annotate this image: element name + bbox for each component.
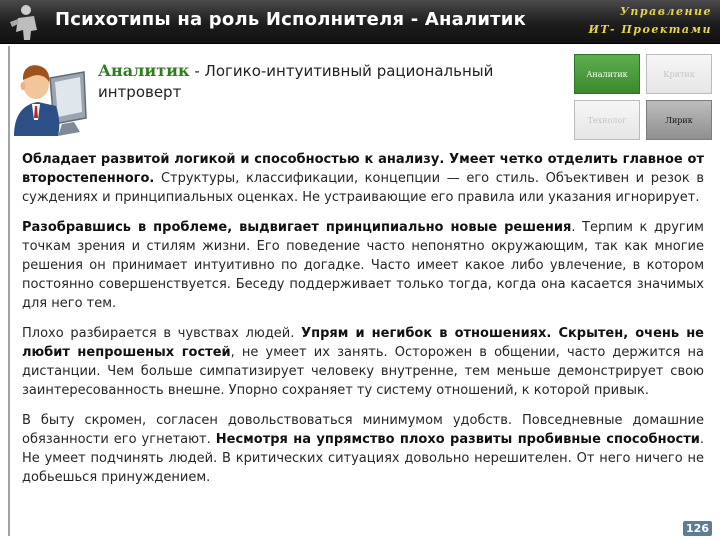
psychotype-button-critic[interactable]: Критик — [646, 54, 712, 94]
psychotype-button-lyricist[interactable]: Лирик — [646, 100, 712, 140]
role-description: - Логико-интуитивный рациональный интроверт — [98, 62, 494, 101]
text-run: В быту скромен, согласен довольствоваться минимумом удобств. Повседневные домашние обязанности его угнетают. — [22, 413, 704, 447]
text-bold: Обладает развитой логикой и способностью к анализу. Умеет четко отделить главное от второстепенного. — [22, 152, 704, 186]
brand-line-2: ИТ- Проектами — [588, 23, 712, 36]
psychotype-selector — [574, 54, 714, 140]
person-silhouette-icon — [4, 2, 44, 42]
brand-logo — [588, 3, 712, 39]
text-run: Структуры, классификации, концепции — его стиль. Объективен и резок в суждениях и принципиальных оценках. Не устраивающие его правила или указания игнорирует. — [22, 171, 704, 205]
role-intro — [98, 60, 498, 103]
brand-line-1: Управление — [619, 5, 712, 18]
text-run: . Не умеет подчинять людей. В критических ситуациях довольно нерешителен. От него ничего не добьешься принуждением. — [22, 432, 704, 485]
text-bold: Упрям и негибок в отношениях. Скрытен, очень не любит непрошеных гостей — [22, 326, 704, 360]
paragraph-3 — [22, 324, 704, 400]
paragraph-1 — [22, 150, 704, 207]
analyst-avatar-icon — [10, 48, 92, 140]
page-number: 126 — [683, 521, 712, 536]
paragraph-4 — [22, 411, 704, 487]
psychotype-button-analyst[interactable]: Аналитик — [574, 54, 640, 94]
description-text — [22, 150, 704, 498]
text-bold: Разобравшись в проблеме, выдвигает принципиально новые решения — [22, 220, 572, 235]
role-name: Аналитик — [98, 61, 190, 80]
text-run: Плохо разбирается в чувствах людей. — [22, 326, 302, 341]
text-run: , не умеет их занять. Осторожен в общении, часто держится на дистанции. Чем больше симпатизирует человеку внутренне, тем меньше демонстрирует свою заинтересованность внешне. Упорно сохраняет ту систему отношений, к которой привык. — [22, 345, 704, 398]
text-run: . Терпим к другим точкам зрения и стилям жизни. Его поведение часто непонятно окружающим, так как многие решения он принимает интуитивно по догадке. Часто имеет какое либо увлечение, в котором постоянно совершенствуется. Беседу поддерживает только тогда, когда она касается значимых для него тем. — [22, 220, 704, 311]
slide-title: Психотипы на роль Исполнителя - Аналитик — [55, 9, 527, 30]
paragraph-2 — [22, 218, 704, 313]
text-bold: Несмотря на упрямство плохо развиты пробивные способности — [215, 432, 700, 447]
slide-header — [0, 0, 720, 44]
psychotype-button-technologist[interactable]: Технолог — [574, 100, 640, 140]
